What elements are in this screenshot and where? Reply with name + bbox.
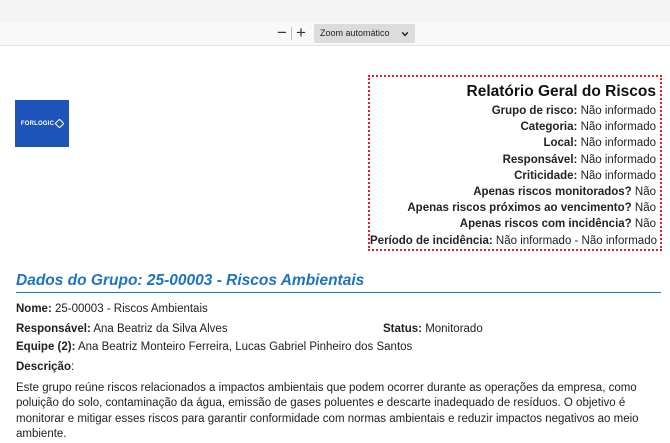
group-team-label: Equipe (2): xyxy=(16,341,76,353)
filter-row-risk-group xyxy=(370,103,656,119)
filter-value: Não xyxy=(634,186,656,199)
filter-row-criticality xyxy=(370,168,656,184)
group-status-value: Monitorado xyxy=(425,323,483,335)
chevron-down-icon xyxy=(401,30,409,38)
group-description-heading xyxy=(16,361,74,373)
company-logo xyxy=(15,100,69,147)
filter-value: Não xyxy=(634,202,656,215)
group-team-line xyxy=(16,341,412,353)
filter-label: Local: xyxy=(543,137,578,150)
description-colon: : xyxy=(70,361,75,373)
group-responsible-value: Ana Beatriz da Silva Alves xyxy=(93,323,228,335)
group-status-label: Status: xyxy=(383,323,422,335)
filter-value: Não informado xyxy=(580,121,656,134)
logo-text: FORLOGIC xyxy=(20,120,55,127)
group-responsible-label: Responsável: xyxy=(16,323,91,335)
group-team-value: Ana Beatriz Monteiro Ferreira, Lucas Gabriel Pinheiro dos Santos xyxy=(77,341,413,353)
filter-row-responsible xyxy=(370,152,656,168)
group-description-label: Descrição xyxy=(16,361,71,373)
filter-label: Apenas riscos próximos ao vencimento? xyxy=(407,202,632,215)
group-responsible-line xyxy=(16,323,228,335)
filter-row-monitored-only xyxy=(370,184,656,200)
filter-row-category xyxy=(370,119,656,135)
filter-row-incidence-only xyxy=(370,216,656,232)
logo-mark-icon xyxy=(55,119,65,129)
filter-value: Não informado - Não informado xyxy=(495,234,657,247)
filter-value: Não informado xyxy=(580,169,656,182)
filter-label: Categoria: xyxy=(520,121,578,134)
group-status-line xyxy=(383,323,483,335)
group-name-line xyxy=(16,303,208,315)
filter-label: Apenas riscos monitorados? xyxy=(473,186,632,199)
filter-row-incidence-period xyxy=(370,233,656,249)
filter-label: Apenas riscos com incidência? xyxy=(459,218,632,231)
zoom-select[interactable] xyxy=(314,24,415,43)
filter-value: Não informado xyxy=(580,153,656,166)
browser-top-strip xyxy=(0,0,670,22)
group-description-text: Este grupo reúne riscos relacionados a impactos ambientais que podem ocorrer durante as operações da empresa, como poluição do solo, contaminação da água, emissão de gases poluentes e descarte inadequado de resíduos. O objetivo é monitorar e mitigar esses riscos para garantir conformidade com normas ambientais e reduzir impactos negativos ao meio ambiente. xyxy=(16,382,639,441)
zoom-out-button[interactable] xyxy=(273,24,291,42)
report-title: Relatório Geral do Riscos xyxy=(466,83,656,100)
filter-label: Responsável: xyxy=(502,153,578,166)
filter-label: Período de incidência: xyxy=(370,234,493,247)
filter-label: Criticidade: xyxy=(514,169,578,182)
filter-row-near-due-only xyxy=(370,200,656,216)
group-name-value: 25-00003 - Riscos Ambientais xyxy=(54,303,208,315)
filter-value: Não informado xyxy=(580,105,656,117)
filter-value: Não xyxy=(634,218,656,231)
minus-icon: − xyxy=(277,23,287,42)
plus-icon: + xyxy=(296,23,306,42)
report-filters-box xyxy=(368,75,662,251)
filter-value: Não informado xyxy=(580,137,656,150)
group-name-label: Nome: xyxy=(16,303,52,315)
group-section-title: Dados do Grupo: 25-00003 - Riscos Ambientais xyxy=(16,272,365,289)
section-divider xyxy=(16,292,661,293)
zoom-in-button[interactable] xyxy=(292,24,310,42)
filter-label: Grupo de risco: xyxy=(491,105,578,117)
filter-row-location xyxy=(370,135,656,151)
zoom-value: Zoom automático xyxy=(320,28,390,38)
